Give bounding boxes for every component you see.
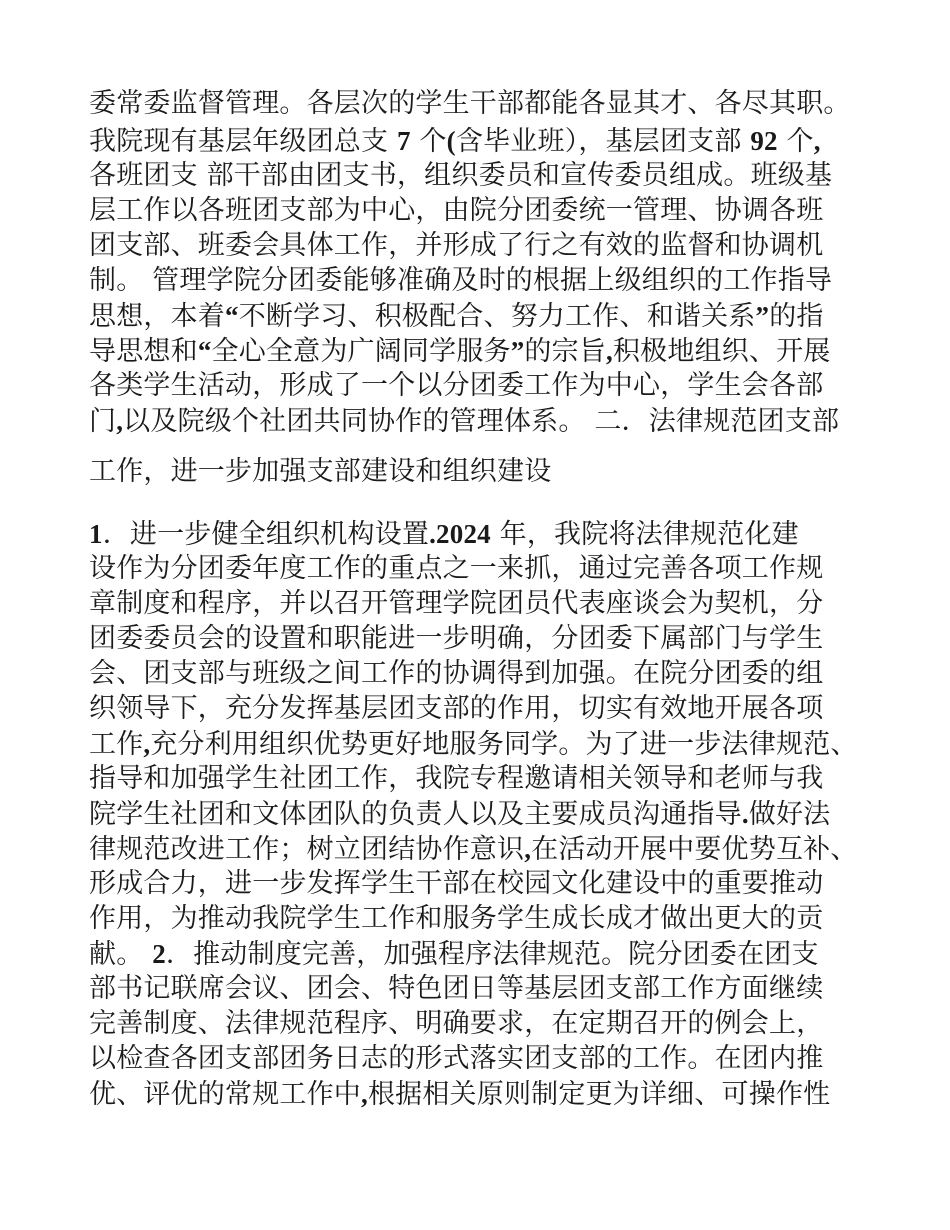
text-run: ．进一步健全组织机构设置 — [102, 519, 430, 550]
bold-text-run: ” — [510, 336, 525, 366]
text-run: 律规范改进工作；树立团结协作意识 — [89, 834, 525, 865]
text-line — [89, 299, 824, 334]
text-run: 充分利用组织优势更好地服务同学。为了进一步法律规范、 — [150, 729, 858, 760]
text-run: 在活动开展中要优势互补、 — [531, 834, 858, 865]
text-line — [89, 124, 821, 159]
bold-text-run: . — [741, 799, 749, 829]
text-run: 各类学生活动，形成了一个以分团委工作为中心，学生会各部 — [89, 370, 824, 401]
text-run: 章制度和程序，并以召开管理学院团员代表座谈会为契机，分 — [89, 588, 824, 619]
text-line — [89, 552, 823, 586]
text-run: 年，我院将法律规范化建 — [490, 519, 799, 550]
bold-text-run: 1 — [89, 519, 103, 549]
text-run: 以及院级个社团共同协作的管理体系。 二．法律规范团支部 — [123, 406, 840, 437]
text-line — [89, 832, 858, 867]
text-line — [89, 517, 799, 552]
text-line — [89, 587, 823, 621]
text-line — [89, 762, 823, 796]
text-run: 门 — [89, 406, 117, 437]
text-run: 根据相关原则制定更为详细、可操作性 — [367, 1079, 831, 1110]
bold-text-run: “ — [197, 336, 212, 366]
text-run: 全心全意为广阔同学服务 — [211, 336, 511, 367]
text-run: 完善制度、法律规范程序、明确要求，在定期召开的例会上， — [89, 1008, 824, 1039]
text-run: 含毕业班），基层团支部 — [455, 126, 751, 157]
text-line — [89, 264, 832, 298]
text-run: 导思想和 — [89, 336, 198, 367]
bold-text-run: “ — [225, 301, 239, 331]
bold-text-run: ( — [446, 126, 456, 156]
bold-text-run: , — [143, 729, 151, 759]
text-line — [89, 937, 819, 972]
text-line — [89, 194, 823, 228]
text-line — [89, 455, 551, 489]
text-line — [89, 404, 839, 439]
text-line — [89, 727, 858, 762]
text-run: 指导和加强学生社团工作，我院专程邀请相关领导和老师与我 — [89, 763, 824, 794]
text-run: 我院现有基层年级团总支 — [89, 126, 397, 157]
text-run: 工作 — [89, 729, 144, 760]
text-run: 思想，本着 — [89, 301, 225, 332]
text-line — [89, 1007, 823, 1041]
text-run: 以检查各团支部团务日志的形式落实团支部的工作。在团内推 — [89, 1043, 824, 1074]
text-run: 不断学习、积极配合、努力工作、和谐关系 — [238, 301, 756, 332]
text-line — [89, 692, 823, 726]
bold-text-run: 2 — [152, 939, 166, 969]
text-line — [89, 334, 831, 369]
text-run: 作用，为推动我院学生工作和服务学生成长成才做出更大的贡 — [89, 903, 824, 934]
text-line — [89, 1077, 830, 1112]
text-run: 工作，进一步加强支部建设和组织建设 — [89, 456, 552, 487]
text-run: ．推动制度完善，加强程序法律规范。院分团委在团支 — [165, 939, 819, 970]
bold-text-run: 7 — [396, 126, 411, 156]
text-run: 个 — [410, 126, 447, 157]
text-line — [89, 229, 823, 263]
text-run: 部书记联席会议、团会、特色团日等基层团支部工作方面继续 — [89, 973, 824, 1004]
text-run: 积极地组织、开展 — [612, 336, 831, 367]
text-run: 做好法 — [748, 799, 831, 830]
text-run: 各班团支 部干部由团支书，组织委员和宣传委员组成。班级基 — [89, 160, 833, 191]
bold-text-run: 92 — [750, 126, 778, 156]
text-line — [89, 622, 823, 656]
bold-text-run: , — [606, 336, 613, 366]
text-run: 织领导下，充分发挥基层团支部的作用，切实有效地开展各项 — [89, 693, 824, 724]
text-line — [89, 902, 823, 936]
text-run: 的指 — [769, 301, 824, 332]
text-line — [89, 159, 832, 193]
bold-text-run: .2024 — [429, 519, 491, 549]
text-run: 设作为分团委年度工作的重点之一来抓，通过完善各项工作规 — [89, 553, 824, 584]
text-run: 委常委监督管理。各层次的学生干部都能各显其才、各尽其职。 — [89, 88, 851, 119]
text-line — [89, 1042, 823, 1076]
text-line — [89, 657, 823, 691]
text-run: 团委委员会的设置和职能进一步明确，分团委下属部门与学生 — [89, 623, 824, 654]
text-run: 的宗旨 — [524, 336, 607, 367]
text-run: 形成合力，进一步发挥学生干部在校园文化建设中的重要推动 — [89, 868, 824, 899]
text-run: 个 — [777, 126, 814, 157]
text-run: 献。 — [89, 939, 153, 970]
text-line — [89, 797, 830, 832]
text-line — [89, 369, 823, 403]
text-run: 优、评优的常规工作中 — [89, 1079, 361, 1110]
text-run: 会、团支部与班级之间工作的协调得到加强。在院分团委的组 — [89, 658, 824, 689]
text-run: 层工作以各班团支部为中心，由院分团委统一管理、协调各班 — [89, 195, 824, 226]
text-run: 院学生社团和文体团队的负责人以及主要成员沟通指导 — [89, 799, 742, 830]
text-run: 团支部、班委会具体工作，并形成了行之有效的监督和协调机 — [89, 230, 824, 261]
text-line — [89, 972, 823, 1006]
bold-text-run: ” — [755, 301, 770, 331]
bold-text-run: , — [361, 1079, 368, 1109]
bold-text-run: , — [524, 834, 532, 864]
text-line — [89, 867, 823, 901]
bold-text-run: , — [813, 126, 821, 156]
text-line — [89, 87, 851, 121]
text-run: 制。 管理学院分团委能够准确及时的根据上级组织的工作指导 — [89, 265, 833, 296]
bold-text-run: , — [116, 406, 124, 436]
